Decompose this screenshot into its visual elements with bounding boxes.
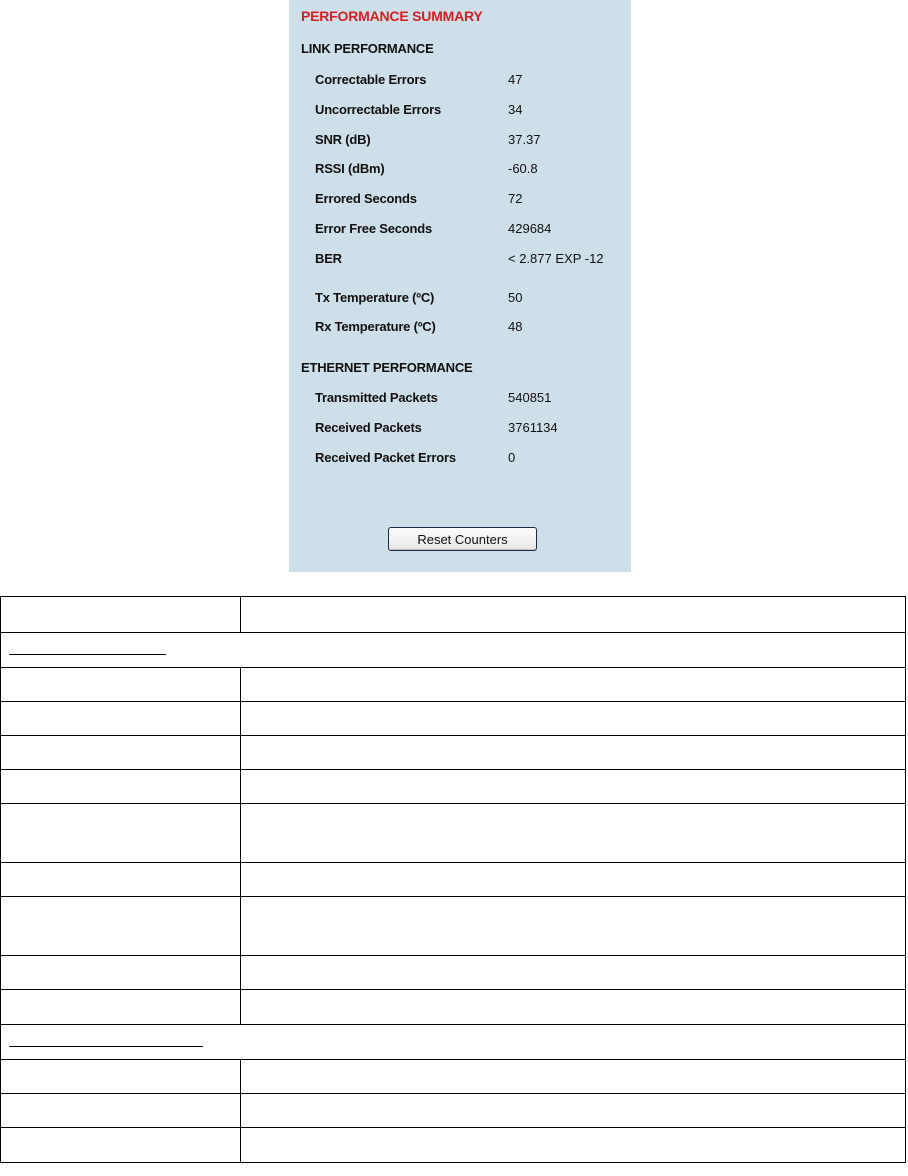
metric-value: 48	[508, 319, 523, 334]
performance-summary-panel	[289, 0, 631, 572]
metric-row-uncorrectable-errors	[315, 102, 625, 120]
table-cell	[1, 804, 241, 863]
table-cell	[241, 1060, 906, 1094]
metric-label: Received Packet Errors	[315, 450, 456, 465]
table-group-cell	[1, 1025, 906, 1060]
table-cell	[241, 956, 906, 990]
metric-label: Rx Temperature (ºC)	[315, 319, 436, 334]
table-cell	[1, 863, 241, 897]
table-cell	[241, 702, 906, 736]
table-group-cell	[1, 633, 906, 668]
table-cell	[1, 990, 241, 1025]
metric-row-ber	[315, 251, 625, 269]
metric-row-received-packets	[315, 420, 625, 438]
metric-row-correctable-errors	[315, 72, 625, 90]
table-cell	[1, 668, 241, 702]
table-row	[1, 1128, 906, 1163]
metric-value: 429684	[508, 221, 552, 236]
table-cell	[241, 668, 906, 702]
metric-value: 47	[508, 72, 523, 87]
table-cell	[1, 1128, 241, 1163]
table-group-row	[1, 1025, 906, 1060]
table-row	[1, 897, 906, 956]
table-row	[1, 804, 906, 863]
metric-label: Transmitted Packets	[315, 390, 438, 405]
ethernet-performance-heading: ETHERNET PERFORMANCE	[301, 360, 473, 375]
metric-label: Uncorrectable Errors	[315, 102, 442, 117]
metric-row-received-packet-errors	[315, 450, 625, 468]
table-cell	[1, 897, 241, 956]
table-row	[1, 668, 906, 702]
table-cell	[241, 1128, 906, 1163]
table-cell	[241, 1094, 906, 1128]
table-row	[1, 863, 906, 897]
metric-value: 0	[508, 450, 516, 465]
metric-value: 3761134	[508, 420, 558, 435]
table-cell	[241, 736, 906, 770]
table-cell	[1, 736, 241, 770]
metric-row-tx-temperature	[315, 290, 625, 308]
table-cell	[241, 990, 906, 1025]
table-row	[1, 1094, 906, 1128]
metric-label: Errored Seconds	[315, 191, 417, 206]
table-row	[1, 770, 906, 804]
table-cell	[1, 702, 241, 736]
metric-value: 50	[508, 290, 523, 305]
metric-label: Tx Temperature (ºC)	[315, 290, 435, 305]
metric-value: 540851	[508, 390, 552, 405]
metric-label: SNR (dB)	[315, 132, 371, 147]
table-cell	[1, 956, 241, 990]
table-row	[1, 702, 906, 736]
table-cell	[241, 863, 906, 897]
panel-title: PERFORMANCE SUMMARY	[301, 8, 483, 24]
metric-row-transmitted-packets	[315, 390, 625, 408]
metric-value: 72	[508, 191, 523, 206]
metric-row-error-free-seconds	[315, 221, 625, 239]
metric-label: BER	[315, 251, 342, 266]
table-group-row	[1, 633, 906, 668]
table-cell	[241, 770, 906, 804]
metric-label: Received Packets	[315, 420, 422, 435]
table-cell	[1, 1094, 241, 1128]
metric-label: Error Free Seconds	[315, 221, 433, 236]
table-cell	[1, 597, 241, 633]
metric-value: 34	[508, 102, 523, 117]
description-table	[0, 596, 906, 1163]
metric-value: -60.8	[508, 161, 538, 176]
table-row	[1, 597, 906, 633]
metric-label: RSSI (dBm)	[315, 161, 385, 176]
link-performance-heading: LINK PERFORMANCE	[301, 41, 434, 56]
reset-counters-button[interactable]: Reset Counters	[388, 527, 537, 551]
table-row	[1, 956, 906, 990]
table-cell	[241, 897, 906, 956]
metric-row-errored-seconds	[315, 191, 625, 209]
table-cell	[241, 804, 906, 863]
metric-value: 37.37	[508, 132, 541, 147]
group-heading-underline	[9, 1025, 203, 1047]
metric-row-snr	[315, 132, 625, 150]
table-row	[1, 736, 906, 770]
table-row	[1, 990, 906, 1025]
metric-value: < 2.877 EXP -12	[508, 251, 604, 266]
table-row	[1, 1060, 906, 1094]
metric-label: Correctable Errors	[315, 72, 427, 87]
table-cell	[241, 597, 906, 633]
table-cell	[1, 770, 241, 804]
table-cell	[1, 1060, 241, 1094]
group-heading-underline	[9, 633, 166, 655]
metric-row-rx-temperature	[315, 319, 625, 337]
metric-row-rssi	[315, 161, 625, 179]
